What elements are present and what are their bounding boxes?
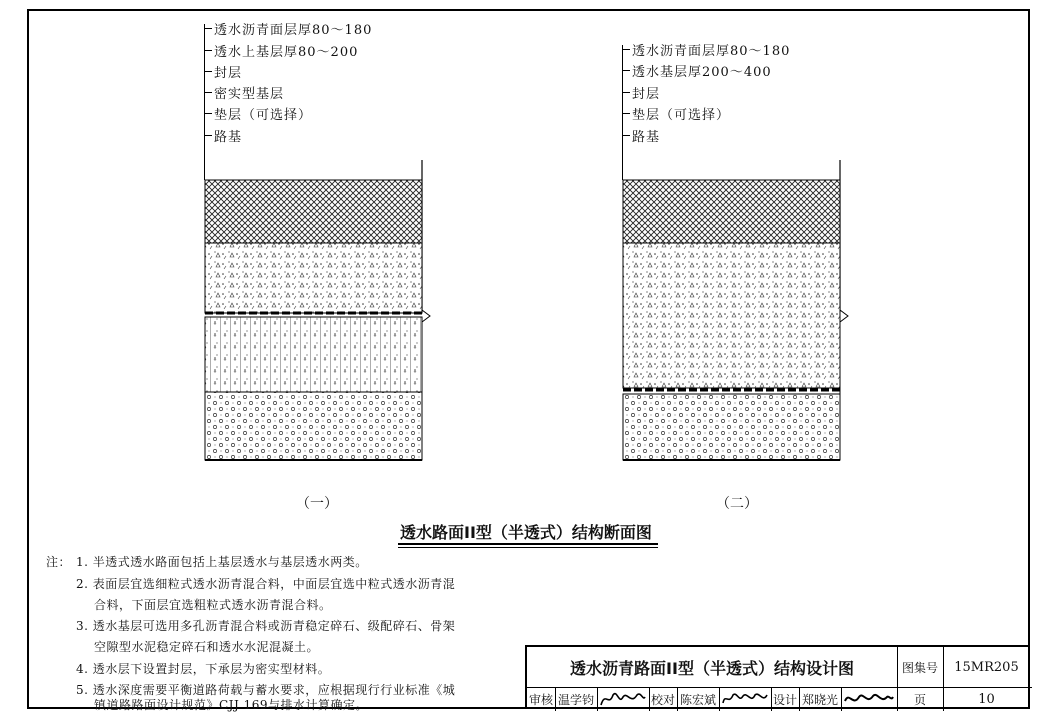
note-line: 镇道路路面设计规范》CJJ 169与排水计算确定。 xyxy=(94,698,369,712)
check-label: 校对 xyxy=(650,692,675,707)
atlas-number: 15MR205 xyxy=(954,659,1019,675)
layer-label-dense-base: 密实型基层 xyxy=(214,87,285,102)
break-mark xyxy=(422,310,430,322)
layer-label-seal: 封层 xyxy=(214,66,243,81)
notes-prefix: 注： xyxy=(46,555,72,569)
title-underline xyxy=(398,543,658,545)
layer-label-subgrade: 路基 xyxy=(632,130,661,145)
note-line: 空隙型水泥稳定碎石和透水水泥混凝土。 xyxy=(94,640,320,654)
designer-signature xyxy=(841,687,897,711)
review-label: 审核 xyxy=(528,692,553,707)
note-line: 5. 透水深度需要平衡道路荷载与蓄水要求，应根据现行行业标准《城 xyxy=(76,683,456,697)
note-line: 1. 半透式透水路面包括上基层透水与基层透水两类。 xyxy=(76,555,368,569)
layer-permeable-base xyxy=(623,243,840,388)
layer-porous-asphalt xyxy=(205,180,422,243)
layer-dense-base xyxy=(205,317,422,392)
layer-label-seal: 封层 xyxy=(632,87,661,102)
layer-label-subgrade: 路基 xyxy=(214,130,243,145)
checker-signature xyxy=(719,687,771,711)
page-number: 10 xyxy=(978,691,995,707)
layer-label-upper-base: 透水上基层厚80～200 xyxy=(214,45,359,60)
layer-label-cushion: 垫层（可选择） xyxy=(214,108,313,123)
reviewer-signature xyxy=(597,687,649,711)
note-line: 合料，下面层宜选粗粒式透水沥青混合料。 xyxy=(94,598,332,612)
page-label: 页 xyxy=(913,692,926,707)
atlas-label: 图集号 xyxy=(901,660,938,675)
diagram-two-caption: （二） xyxy=(716,496,758,512)
note-line: 4. 透水层下设置封层，下承层为密实型材料。 xyxy=(76,662,331,676)
layer-permeable-upper-base xyxy=(205,243,422,313)
layer-label-surface: 透水沥青面层厚80～180 xyxy=(632,44,791,59)
reviewer-name: 温学钧 xyxy=(557,692,594,707)
note-line: 3. 透水基层可选用多孔沥青混合料或沥青稳定碎石、级配碎石、骨架 xyxy=(76,619,456,633)
break-mark xyxy=(840,310,848,322)
designer-name: 郑晓光 xyxy=(801,692,838,707)
leader-trunk xyxy=(204,24,205,180)
layer-label-surface: 透水沥青面层厚80～180 xyxy=(214,23,373,38)
title-block xyxy=(525,645,1030,709)
checker-name: 陈宏斌 xyxy=(679,692,716,707)
drawing-title: 透水沥青路面II型（半透式）结构设计图 xyxy=(570,658,854,678)
layer-cushion xyxy=(623,394,840,460)
layer-cushion xyxy=(205,392,422,460)
note-line: 2. 表面层宜选细粒式透水沥青混合料，中面层宜选中粒式透水沥青混 xyxy=(76,577,456,591)
section-title: 透水路面II型（半透式）结构断面图 xyxy=(400,523,652,542)
layer-label-base: 透水基层厚200～400 xyxy=(632,65,772,80)
section-two-layers xyxy=(618,160,858,475)
design-label: 设计 xyxy=(772,692,797,707)
section-one-layers xyxy=(200,160,440,475)
diagram-one-caption: （一） xyxy=(296,496,338,512)
layer-label-cushion: 垫层（可选择） xyxy=(632,108,731,123)
layer-porous-asphalt xyxy=(623,180,840,243)
